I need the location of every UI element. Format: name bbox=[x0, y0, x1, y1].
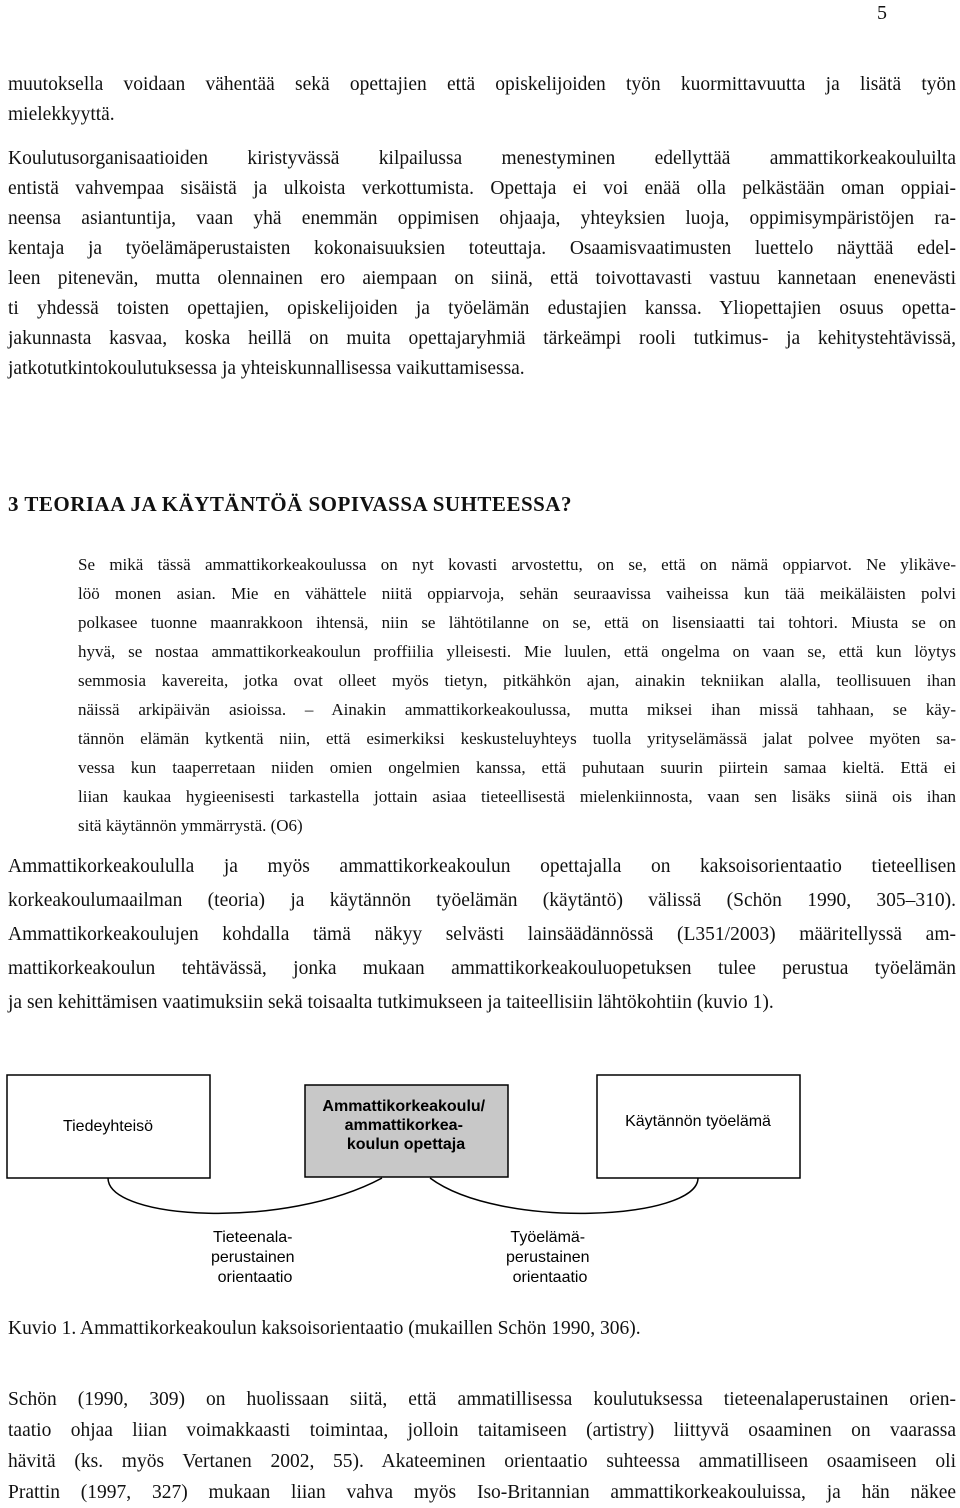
paragraph-3-line: korkeakoulumaailman (teoria) ja käytännön työelämän (käytäntö) välissä (Schön 1990, 305–310). bbox=[8, 890, 956, 911]
paragraph-1 bbox=[8, 70, 956, 130]
paragraph-2 bbox=[8, 144, 956, 384]
working-life-orientation-line: orientaatio bbox=[512, 1269, 588, 1286]
paragraph-4-line: Schön (1990, 309) on huolissaan siitä, että ammatillisessa koulutuksessa tieteenalaperustainen orien- bbox=[8, 1389, 956, 1410]
paragraph-4 bbox=[8, 1384, 956, 1508]
paragraph-3-line: Ammattikorkeakoulujen kohdalla tämä näkyy selvästi lainsäädännössä (L351/2003) määritellyssä am- bbox=[8, 924, 956, 945]
dual-orientation-diagram bbox=[0, 1065, 960, 1305]
interview-quote bbox=[78, 550, 956, 840]
paragraph-4-line: taatio ohjaa liian voimakkaasti toimintaa, jolloin taitamiseen (artistry) liittyvä osaaminen on vaarassa bbox=[8, 1420, 956, 1441]
paragraph-2-line: kentaja ja työelämäperustaisten kokonaisuuksien toteuttaja. Osaamisvaatimusten luettelo näyttää edel- bbox=[8, 238, 956, 259]
quote-line: polkasee tuonne maanrakkoon ihtensä, niin se lähtötilanne on se, että on lisensiaatti tai tohtori. Miusta se on bbox=[78, 613, 956, 632]
quote-line: sitä käytännön ymmärrystä. (O6) bbox=[78, 816, 303, 835]
quote-line: Se mikä tässä ammattikorkeakoulussa on nyt kovasti arvostettu, on se, että on nämä oppiarvot. Ne ylikäve- bbox=[78, 555, 956, 574]
paragraph-2-line: leen pitenevän, mutta olennainen ero aiempaan on siinä, että toivottavasti vastuu kannetaan enenevästi bbox=[8, 268, 956, 289]
uas-teacher-label-line: ammattikorkea- bbox=[344, 1117, 463, 1134]
right-orientation-arc bbox=[430, 1178, 698, 1213]
paragraph-3-line: Ammattikorkeakoululla ja myös ammattikorkeakoulun opettajalla on kaksoisorientaatio tieteellisen bbox=[8, 856, 956, 877]
discipline-orientation-line: orientaatio bbox=[217, 1269, 293, 1286]
working-life-orientation-line: Työelämä- bbox=[510, 1229, 586, 1246]
page-number: 5 bbox=[877, 2, 887, 24]
science-community-label: Tiedeyhteisö bbox=[62, 1118, 154, 1136]
uas-teacher-label bbox=[322, 1098, 489, 1153]
working-life-label: Käytännön työelämä bbox=[625, 1113, 771, 1131]
paragraph-2-line: entistä vahvempaa sisäistä ja ulkoista verkottumista. Opettaja ei voi enää olla pelkästään oman oppiai- bbox=[8, 178, 956, 199]
left-orientation-arc bbox=[108, 1178, 382, 1213]
paragraph-4-line: Prattin (1997, 327) mukaan liian vahva myös Iso-Britannian ammattikorkeakouluissa, ja hän näkee bbox=[8, 1482, 956, 1503]
paragraph-3-line: mattikorkeakoulun tehtävässä, jonka mukaan ammattikorkeakouluopetuksen tulee perustua työelämän bbox=[8, 958, 956, 979]
paragraph-3-line: ja sen kehittämisen vaatimuksiin sekä toisaalta tutkimukseen ja taiteellisiin lähtökohtiin (kuvio 1). bbox=[8, 992, 774, 1013]
discipline-orientation-line: perustainen bbox=[210, 1249, 295, 1266]
working-life-orientation-line: perustainen bbox=[505, 1249, 590, 1266]
quote-line: semmosia kavereita, jotka ovat olleet myös tietyn, pitkähkön ajan, ainakin tekniikan alalla, teollisuuen ihan bbox=[78, 671, 956, 690]
quote-line: liian kaukaa hygieenisesti tarkastella jottain asiaa tieteellisestä mielenkiinnosta, vaan sen lisäks siinä ois ihan bbox=[78, 787, 956, 806]
discipline-orientation-label bbox=[211, 1229, 299, 1286]
paragraph-2-line: ti yhdessä toisten opettajien, opiskelijoiden ja työelämän edustajien kanssa. Yliopettajien osuus opetta- bbox=[8, 298, 956, 319]
discipline-orientation-line: Tieteenala- bbox=[213, 1229, 293, 1246]
working-life-orientation-label bbox=[506, 1229, 594, 1286]
paragraph-4-line: hävitä (ks. myös Vertanen 2002, 55). Akateeminen orientaatio suhteessa ammatilliseen osaamiseen oli bbox=[8, 1451, 956, 1472]
uas-teacher-label-line: Ammattikorkeakoulu/ bbox=[322, 1098, 486, 1115]
figure-caption: Kuvio 1. Ammattikorkeakoulun kaksoisorientaatio (mukaillen Schön 1990, 306). bbox=[8, 1318, 641, 1339]
quote-line: löö monen asian. Mie en vähättele niitä oppiarvoja, sehän seuraavissa vaiheissa kun tää meikäläisten polvi bbox=[78, 584, 956, 603]
paragraph-2-line: neensa asiantuntija, vaan yhä enemmän oppimisen ohjaaja, yhteyksien luoja, oppimisympäristöjen ra- bbox=[8, 208, 956, 229]
section-heading: 3 TEORIAA JA KÄYTÄNTÖÄ SOPIVASSA SUHTEESSA? bbox=[8, 492, 572, 516]
paragraph-2-line: jatkotutkintokoulutuksessa ja yhteiskunnallisessa vaikuttamisessa. bbox=[8, 358, 525, 379]
uas-teacher-label-line: koulun opettaja bbox=[346, 1136, 466, 1153]
paragraph-1-line: muutoksella voidaan vähentää sekä opettajien että opiskelijoiden työn kuormittavuutta ja lisätä työn bbox=[8, 74, 956, 95]
paragraph-2-line: jakunnasta kasvaa, koska heillä on muita opettajaryhmiä tärkeämpi rooli tutkimus- ja kehitystehtävissä, bbox=[8, 328, 956, 349]
quote-line: tännön elämän kytkentä niin, että esimerkiksi keskusteluyhteys tuolla yrityselämässä jalat polvee myöten sa- bbox=[78, 729, 956, 748]
paragraph-3 bbox=[8, 850, 956, 1020]
paragraph-2-line: Koulutusorganisaatioiden kiristyvässä kilpailussa menestyminen edellyttää ammattikorkeakouluilta bbox=[8, 148, 956, 169]
quote-line: hyvä, se nostaa ammattikorkeakoulun proffiilia ylleisesti. Mie luulen, että ongelma on vaan se, että kun löytys bbox=[78, 642, 956, 661]
quote-line: näissä arkipäivän asioissa. – Ainakin ammattikorkeakoulussa, mutta miksei ihan missä tahhaan, se käy- bbox=[78, 700, 956, 719]
paragraph-1-line: mielekkyyttä. bbox=[8, 104, 115, 125]
quote-line: vessa kun taaperretaan niiden omien ongelmien kanssa, että puhutaan suurin piirtein samaa kieltä. Että ei bbox=[78, 758, 956, 777]
